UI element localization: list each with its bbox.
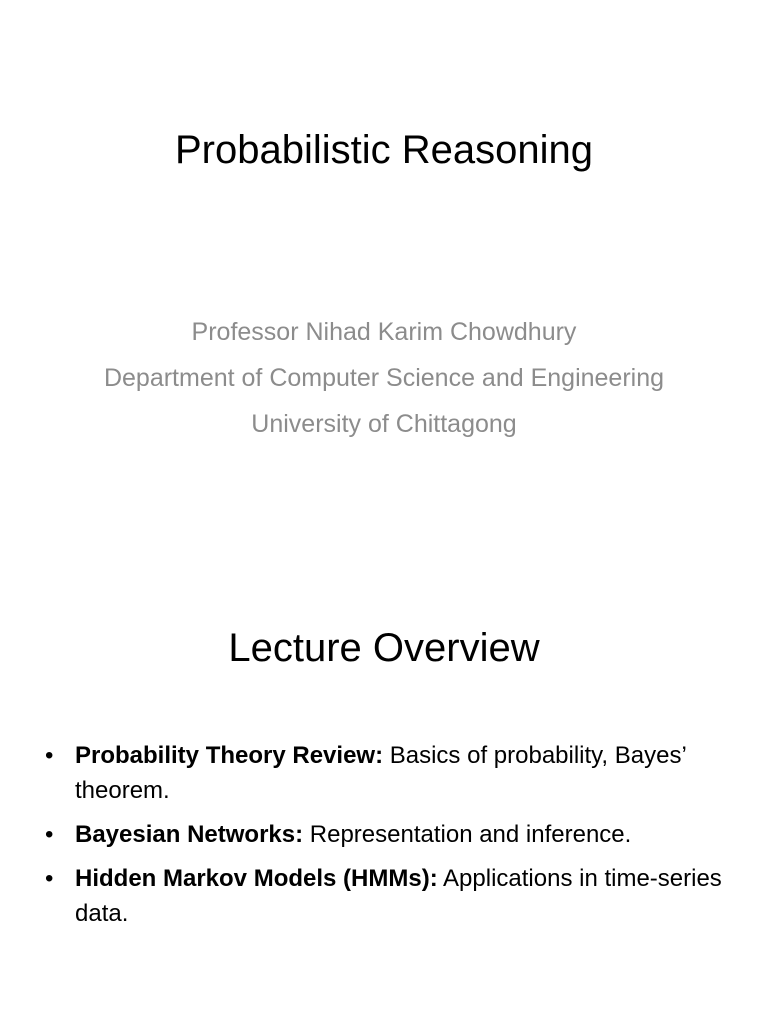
bullet-term: Probability Theory Review: (75, 742, 384, 769)
bullet-term: Hidden Markov Models (HMMs): (75, 865, 438, 892)
bullet-item (45, 738, 745, 808)
bullet-term: Bayesian Networks: (75, 821, 304, 848)
author-name: Professor Nihad Karim Chowdhury (191, 318, 577, 346)
bullet-text: Applications in time-series data. (75, 865, 722, 927)
department-name: Department of Computer Science and Engineering (103, 364, 665, 392)
bullet-icon: • (45, 821, 54, 848)
slide-title: Lecture Overview (228, 626, 540, 670)
overview-slide (0, 512, 768, 1024)
university-name: University of Chittagong (251, 410, 517, 438)
bullet-text: Representation and inference. (303, 821, 632, 848)
slide-title: Probabilistic Reasoning (174, 128, 593, 172)
bullet-text: Basics of probability, Bayes’ theorem. (75, 742, 686, 804)
bullet-icon: • (45, 742, 54, 769)
bullet-item (45, 817, 745, 852)
bullet-item (45, 861, 745, 931)
bullet-list (45, 738, 745, 940)
slide-subtitle (0, 309, 768, 447)
bullet-icon: • (45, 865, 54, 892)
